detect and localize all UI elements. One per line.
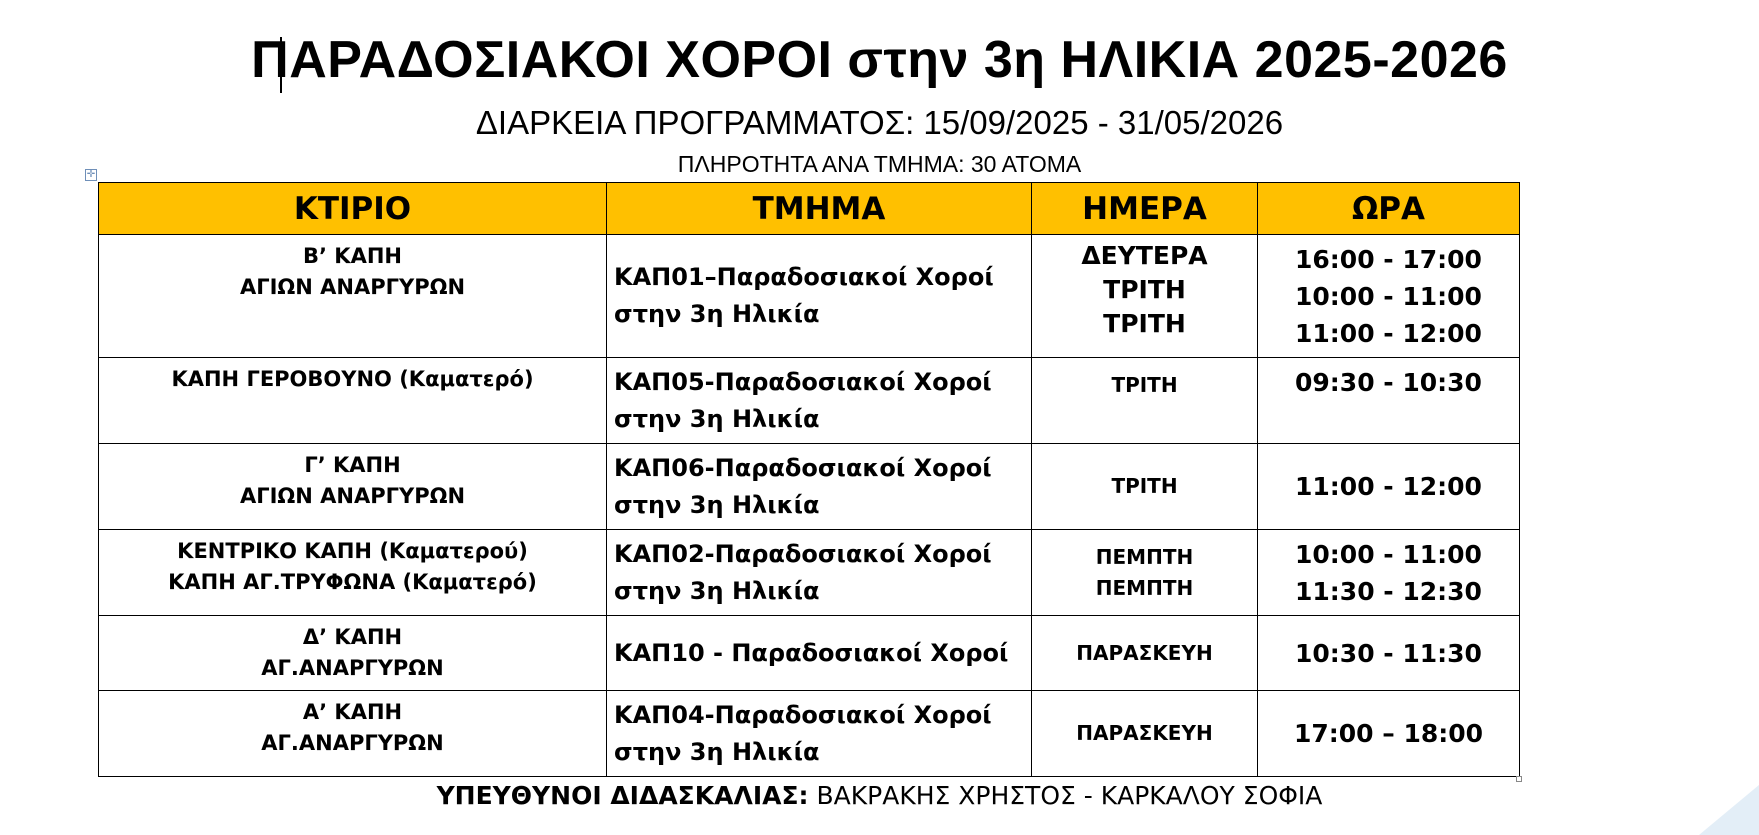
department-cell (607, 616, 1032, 691)
header-building: ΚΤΙΡΙΟ (99, 183, 607, 235)
building-line: ΚΑΠΗ ΓΕΡΟΒΟΥΝΟ (Καματερό) (171, 367, 534, 391)
header-day: ΗΜΕΡΑ (1032, 183, 1258, 235)
day-line: ΤΡΙΤΗ (1103, 275, 1186, 304)
day-line: ΤΡΙΤΗ (1103, 309, 1186, 338)
department-line: στην 3η Ηλικία (614, 404, 820, 433)
time-cell (1258, 530, 1520, 616)
time-cell (1258, 691, 1520, 777)
department-line: ΚΑΠ06-Παραδοσιακοί Χοροί (614, 453, 992, 482)
time-cell (1258, 358, 1520, 444)
building-line: ΚΑΠΗ ΑΓ.ΤΡΥΦΩΝΑ (Καματερό) (168, 570, 537, 594)
department-line: ΚΑΠ01–Παραδοσιακοί Χοροί (614, 263, 994, 291)
instructors-label: ΥΠΕΥΘΥΝΟΙ ΔΙΔΑΣΚΑΛΙΑΣ: (436, 781, 809, 810)
table-header-row (99, 183, 1520, 235)
building-line: ΚΕΝΤΡΙΚΟ ΚΑΠΗ (Καματερού) (177, 539, 528, 563)
department-cell (607, 358, 1032, 444)
table-row (99, 530, 1520, 616)
department-line: στην 3η Ηλικία (614, 300, 820, 328)
building-cell (99, 530, 607, 616)
day-cell (1032, 530, 1258, 616)
time-line: 09:30 - 10:30 (1295, 368, 1482, 397)
time-cell (1258, 616, 1520, 691)
building-line: ΑΓΙΩΝ ΑΝΑΡΓΥΡΩΝ (239, 484, 466, 508)
table-row (99, 691, 1520, 777)
table-row (99, 616, 1520, 691)
day-cell (1032, 235, 1258, 358)
day-cell (1032, 444, 1258, 530)
day-cell (1032, 691, 1258, 777)
building-line: Γ’ ΚΑΠΗ (304, 453, 401, 477)
department-cell (607, 691, 1032, 777)
day-cell (1032, 358, 1258, 444)
time-line: 11:30 - 12:30 (1295, 576, 1482, 606)
day-line: ΤΡΙΤΗ (1111, 373, 1178, 397)
department-cell (607, 235, 1032, 358)
building-cell (99, 616, 607, 691)
instructors-names: ΒΑΚΡΑΚΗΣ ΧΡΗΣΤΟΣ - ΚΑΡΚΑΛΟΥ ΣΟΦΙΑ (808, 781, 1323, 810)
building-line: Α’ ΚΑΠΗ (302, 700, 403, 724)
table-row (99, 358, 1520, 444)
table-row (99, 235, 1520, 358)
document-title: ΠΑΡΑΔΟΣΙΑΚΟΙ ΧΟΡΟΙ στην 3η ΗΛΙΚΙΑ 2025-2026 (251, 31, 1508, 89)
corner-decoration (1699, 785, 1759, 835)
day-line: ΠΕΜΠΤΗ (1095, 575, 1194, 600)
building-line: Δ’ ΚΑΠΗ (302, 625, 403, 649)
building-line: ΑΓ.ΑΝΑΡΓΥΡΩΝ (261, 731, 444, 755)
table-row (99, 444, 1520, 530)
group-capacity: ΠΛΗΡΟΤΗΤΑ ΑΝΑ ΤΜΗΜΑ: 30 ΑΤΟΜΑ (677, 151, 1082, 177)
header-department: ΤΜΗΜΑ (607, 183, 1032, 235)
building-cell (99, 358, 607, 444)
time-line: 10:30 - 11:30 (1295, 638, 1482, 668)
day-line: ΔΕΥΤΕΡΑ (1081, 241, 1208, 270)
building-cell (99, 444, 607, 530)
department-cell (607, 530, 1032, 616)
building-line: ΑΓΙΩΝ ΑΝΑΡΓΥΡΩΝ (239, 275, 466, 299)
department-line: στην 3η Ηλικία (614, 737, 820, 766)
department-line: ΚΑΠ02-Παραδοσιακοί Χοροί (614, 539, 992, 568)
time-cell (1258, 444, 1520, 530)
day-line: ΤΡΙΤΗ (1111, 474, 1178, 498)
program-duration: ΔΙΑΡΚΕΙΑ ΠΡΟΓΡΑΜΜΑΤΟΣ: 15/09/2025 - 31/05/2026 (475, 104, 1284, 141)
department-line: ΚΑΠ10 - Παραδοσιακοί Χοροί (614, 638, 1009, 667)
building-line: Β’ ΚΑΠΗ (303, 244, 402, 268)
day-cell (1032, 616, 1258, 691)
time-line: 10:00 - 11:00 (1295, 281, 1482, 311)
time-line: 10:00 - 11:00 (1295, 539, 1482, 569)
time-line: 11:00 - 12:00 (1295, 472, 1482, 501)
department-line: ΚΑΠ05-Παραδοσιακοί Χοροί (614, 367, 992, 396)
time-cell (1258, 235, 1520, 358)
header-time: ΩΡΑ (1258, 183, 1520, 235)
time-line: 16:00 - 17:00 (1295, 244, 1482, 274)
instructors-line (0, 781, 1759, 810)
department-line: ΚΑΠ04-Παραδοσιακοί Χοροί (614, 700, 992, 729)
day-line: ΠΑΡΑΣΚΕΥΗ (1076, 640, 1213, 665)
building-cell (99, 235, 607, 358)
department-cell (607, 444, 1032, 530)
time-line: 17:00 – 18:00 (1293, 719, 1484, 748)
building-line: ΑΓ.ΑΝΑΡΓΥΡΩΝ (261, 656, 444, 680)
building-cell (99, 691, 607, 777)
department-line: στην 3η Ηλικία (614, 576, 820, 605)
time-line: 11:00 - 12:00 (1295, 318, 1482, 348)
day-line: ΠΕΜΠΤΗ (1095, 544, 1194, 569)
day-line: ΠΑΡΑΣΚΕΥΗ (1076, 721, 1213, 745)
department-line: στην 3η Ηλικία (614, 490, 820, 519)
schedule-table (98, 182, 1520, 777)
table-move-handle-icon[interactable]: ✛ (86, 169, 96, 180)
